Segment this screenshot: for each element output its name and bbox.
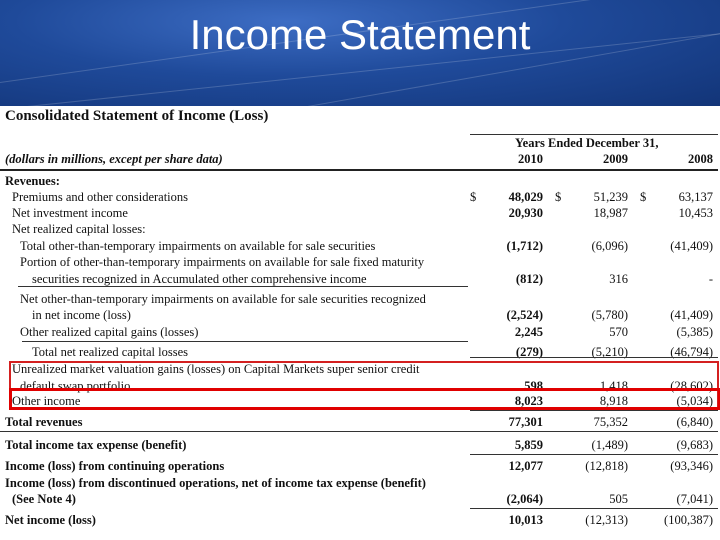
row-value: 570 <box>609 325 628 339</box>
row-value: 18,987 <box>593 206 628 220</box>
row-label: Income (loss) from discontinued operations, net of income tax expense (benefit) <box>5 476 426 490</box>
row-value: 63,137 <box>678 190 713 204</box>
row-value: (2,064) <box>506 492 543 506</box>
row-label: Portion of other-than-temporary impairments on available for sale fixed maturity <box>20 255 425 269</box>
row-value: 77,301 <box>508 415 543 429</box>
period-label: Years Ended December 31, <box>515 136 659 150</box>
row-value: (2,524) <box>506 308 543 322</box>
row-label: Net other-than-temporary impairments on available for sale securities recognized <box>20 292 426 306</box>
divider <box>0 431 718 432</box>
row-value: (5,780) <box>591 308 628 322</box>
row-value: (5,210) <box>591 345 628 359</box>
row-label: Total income tax expense (benefit) <box>5 438 187 452</box>
divider <box>470 508 718 509</box>
row-value: 48,029 <box>508 190 543 204</box>
row-value: (12,313) <box>585 513 628 527</box>
row-value: (28,602) <box>670 379 713 393</box>
row-value: (7,041) <box>676 492 713 506</box>
row-label: Total net realized capital losses <box>32 345 189 359</box>
dollar-sign: $ <box>555 190 562 204</box>
row-label: Total revenues <box>5 415 83 429</box>
divider <box>18 286 468 287</box>
row-value: (12,818) <box>585 459 628 473</box>
row-label: Net income (loss) <box>5 513 96 527</box>
row-label: Income (loss) from continuing operations <box>5 459 225 473</box>
slide-title: Income Statement <box>189 11 531 58</box>
row-value: (46,794) <box>670 345 713 359</box>
row-label: in net income (loss) <box>32 308 131 322</box>
row-value: 8,023 <box>514 394 543 408</box>
row-label: Other income <box>12 394 81 408</box>
income-statement-document <box>0 106 720 540</box>
row-label: Premiums and other considerations <box>12 190 189 204</box>
row-value: 10,453 <box>678 206 713 220</box>
row-label: Net realized capital losses: <box>12 222 146 236</box>
row-label: Other realized capital gains (losses) <box>20 325 199 339</box>
row-value: 5,859 <box>514 438 543 452</box>
row-value: 12,077 <box>508 459 543 473</box>
dollar-sign: $ <box>640 190 647 204</box>
row-value: 75,352 <box>593 415 628 429</box>
row-label: Net investment income <box>12 206 128 220</box>
title-banner <box>0 0 720 108</box>
year-header: 2010 <box>518 152 543 166</box>
statement-title: Consolidated Statement of Income (Loss) <box>5 108 269 124</box>
row-value: (6,096) <box>591 239 628 253</box>
row-value: 8,918 <box>599 394 628 408</box>
row-value: 10,013 <box>508 513 543 527</box>
row-value: (6,840) <box>676 415 713 429</box>
row-value: (100,387) <box>664 513 713 527</box>
row-value: (279) <box>515 345 543 359</box>
row-value: (5,034) <box>676 394 713 408</box>
dollar-sign: $ <box>470 190 477 204</box>
row-value: 2,245 <box>514 325 543 339</box>
row-value: 505 <box>609 492 628 506</box>
row-value: (93,346) <box>670 459 713 473</box>
row-value: (1,712) <box>506 239 543 253</box>
row-value: (5,385) <box>676 325 713 339</box>
row-label: securities recognized in Accumulated other comprehensive income <box>32 272 367 286</box>
row-value: 1,418 <box>599 379 628 393</box>
row-label: Revenues: <box>5 174 60 188</box>
divider <box>470 454 718 455</box>
highlight-box-other-income <box>9 388 720 410</box>
row-label: (See Note 4) <box>12 492 76 506</box>
row-value: (1,489) <box>591 438 628 452</box>
row-value: 316 <box>609 272 628 286</box>
divider <box>470 410 718 411</box>
row-value: 51,239 <box>593 190 628 204</box>
units-note: (dollars in millions, except per share data) <box>5 152 223 166</box>
year-header: 2008 <box>688 152 713 166</box>
row-label: Unrealized market valuation gains (losses) on Capital Markets super senior credit <box>12 362 420 376</box>
row-value: (812) <box>515 272 543 286</box>
row-value: 20,930 <box>508 206 543 220</box>
divider <box>22 341 468 342</box>
divider <box>470 357 718 358</box>
row-label: Total other-than-temporary impairments on available for sale securities <box>20 239 376 253</box>
row-value: 598 <box>524 379 543 393</box>
row-label: default swap portfolio <box>20 379 131 393</box>
row-value: (9,683) <box>676 438 713 452</box>
year-header: 2009 <box>603 152 628 166</box>
row-value: (41,409) <box>670 308 713 322</box>
row-value: (41,409) <box>670 239 713 253</box>
row-value: - <box>708 272 713 286</box>
